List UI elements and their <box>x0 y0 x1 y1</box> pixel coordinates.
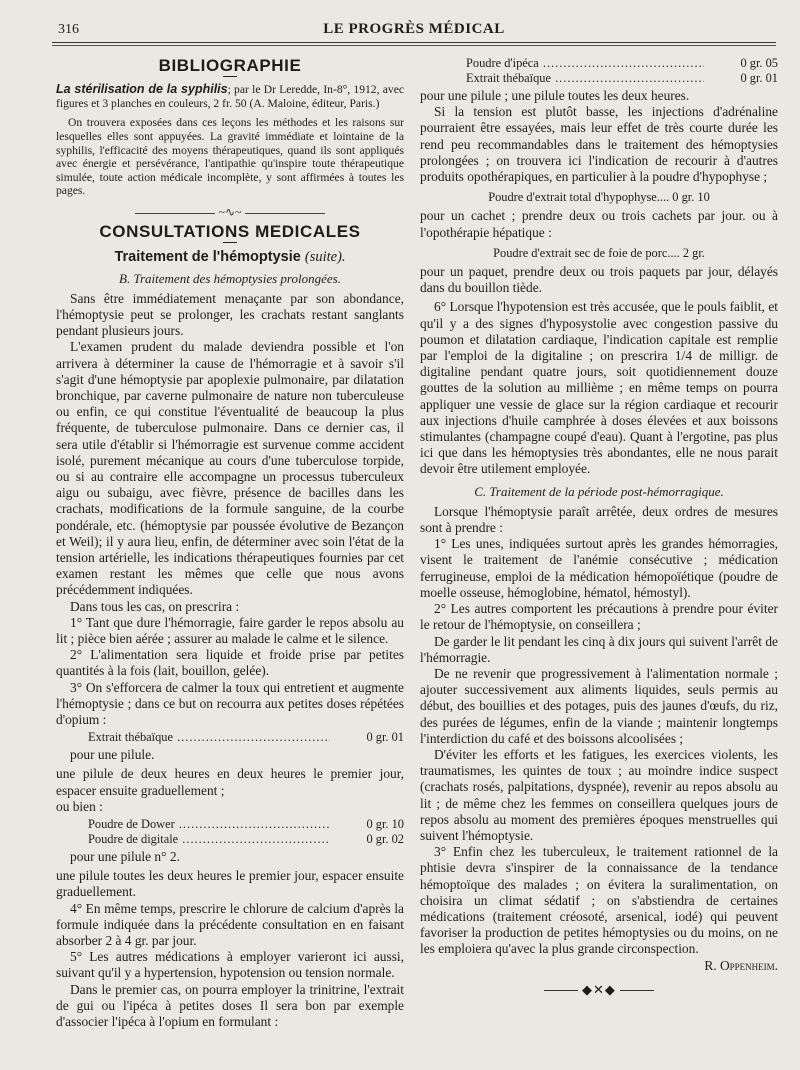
left-column <box>56 54 404 1030</box>
article-title: Traitement de l'hémoptysie (suite). <box>114 249 346 266</box>
prescription-line: Poudre de digitale ..... 0 gr. 02 <box>56 832 404 847</box>
paragraph: pour une pilule n° 2. <box>70 849 180 865</box>
paragraph: pour un cachet ; prendre deux ou trois cachets par jour. ou à l'opothérapie hépatique : <box>420 208 778 240</box>
paragraph: une pilule de deux heures en deux heures le premier jour, espacer ensuite graduellement ; <box>56 766 404 798</box>
paragraph: L'examen prudent du malade deviendra possible et l'on arrivera à déterminer la cause de l'hémorragie et à savoir s'il s'agit d'une hémoptysie par apoplexie pulmonaire, par dilatation bronchique, par caverne pulmonaire de nature non tuberculeuse ou enfin, ce qui constitue l'éventualité de beaucoup la plus fréquente, de tuberculose pulmonaire. Dans ce dernier cas, il sera utile d'établir si l'hémorragie est survenue comme accident isolé, purement mécanique au cours d'une tuberculose torpide, ou si au contraire elle accompagne un processus tuberculeux aigu ou subaigu, avec fièvre, présence de bacilles dans les crachats, modifications de la formule sanguine, de la courbe pondérale, etc. (hémoptysie par poussée évolutive de Bezançon et Weil); il y aura lieu, enfin, de déterminer avec soin l'état de la tension artérielle, les indications thérapeutiques fournies par cet examen restant les mêmes que celle que nous avons précédemment indiquées. <box>56 339 404 598</box>
running-head <box>52 20 776 43</box>
paragraph: 2° Les autres comportent les précautions à prendre pour éviter le retour de l'hémoptysie, on conseillera ; <box>420 601 778 633</box>
section-c-heading: C. Traitement de la période post-hémorragique. <box>474 483 724 499</box>
paragraph: Sans être immédiatement menaçante par son abondance, l'hémoptysie peut se prolonger, les crachats restant sanglants pendant plusieurs jours. <box>56 290 404 339</box>
prescription-5: Poudre d'extrait sec de foie de porc.... 2 gr. <box>493 245 705 260</box>
book-title: La stérilisation de la syphilis <box>56 82 228 97</box>
paragraph: 1° Les unes, indiquées surtout après les grandes hémorragies, visent le traitement de l'anémie consécutive ; médication ferrugineuse, emploi de la médication hémopoïétique (poudre de moelle osseuse, hémoglobine, hématol, hémostyl). <box>420 536 778 600</box>
prescription-line: Extrait thébaïque ..... 0 gr. 01 <box>420 71 778 86</box>
paragraph: ou bien : <box>56 798 103 814</box>
prescription-2 <box>56 817 404 847</box>
paragraph: pour une pilule. <box>70 747 155 763</box>
end-ornament: ◆✕◆ <box>420 982 778 998</box>
section-ornament: ~∿~ <box>56 204 404 220</box>
prescription-line: Extrait thébaïque ..... 0 gr. 01 <box>56 730 404 745</box>
heading-dash-2 <box>223 242 237 243</box>
consultations-heading: CONSULTATIONS MEDICALES <box>99 222 361 242</box>
author-signature: R. Oppenheim. <box>704 957 778 973</box>
prescription-line: Poudre de Dower ..... 0 gr. 10 <box>56 817 404 832</box>
paragraph: Dans tous les cas, on prescrira : <box>70 598 240 614</box>
prescription-1 <box>56 730 404 745</box>
header-rule <box>52 45 776 46</box>
bibliography-entry <box>56 83 404 198</box>
prescription-line: Poudre d'ipéca ..... 0 gr. 05 <box>420 56 778 71</box>
paragraph: De garder le lit pendant les cinq à dix jours qui suivent l'arrêt de l'hémorragie. <box>420 633 778 665</box>
page-number: 316 <box>58 22 79 37</box>
paragraph: De ne revenir que progressivement à l'alimentation normale ; ajouter successivement aux aliments liquides, seuls permis au début, des bouillies et des potages, puis des jaunes d'œufs, du riz, des purées de légumes, enfin de la viande ; maintenir longtemps l'interdiction du café et des boissons alcoolisées ; <box>420 665 778 746</box>
right-column <box>420 54 778 998</box>
paragraph: Lorsque l'hémoptysie paraît arrêtée, deux ordres de mesures sont à prendre : <box>420 503 778 536</box>
paragraph: 3° On s'efforcera de calmer la toux qui entretient et augmente l'hémoptysie ; dans ce but on recourra aux petites doses répétées d'opium : <box>56 679 404 728</box>
section-b-heading: B. Traitement des hémoptysies prolongées. <box>119 270 341 286</box>
journal-title: LE PROGRÈS MÉDICAL <box>323 21 505 37</box>
paragraph: 4° En même temps, prescrire le chlorure de calcium d'après la formule indiquée dans la précédente consultation en en faisant absorber 2 à 4 gr. par jour. <box>56 900 404 949</box>
paragraph: D'éviter les efforts et les fatigues, les exercices violents, les traumatismes, les quintes de toux ; au moindre indice suspect (crachats rosés, palpitations, dyspnée), revenir au repos absolu au lit ; de même chez les femmes on conseillera quelques jours de repos absolu au moment des premières époques menstruelles qui suivent l'hémoptysie. <box>420 746 778 843</box>
heading-dash <box>223 76 237 77</box>
paragraph: pour une pilule ; une pilule toutes les deux heures. <box>420 88 690 103</box>
paragraph: 2° L'alimentation sera liquide et froide prise par petites quantités à la fois (lait, bouillon, gelée). <box>56 647 404 679</box>
bibliography-heading: BIBLIOGRAPHIE <box>158 56 302 75</box>
prescription-4: Poudre d'extrait total d'hypophyse.... 0 gr. 10 <box>488 190 710 205</box>
prescription-3 <box>420 56 778 86</box>
paragraph: une pilule toutes les deux heures le premier jour, espacer ensuite graduellement. <box>56 868 404 900</box>
book-reference <box>56 83 404 110</box>
paragraph: Dans le premier cas, on pourra employer la trinitrine, l'extrait de gui ou l'ipéca à petites doses Il sera bon par exemple d'associer l'ipéca à l'opium en formulant : <box>56 981 404 1030</box>
book-review: On trouvera exposées dans ces leçons les méthodes et les raisons sur lesquelles elles sont appuyées. La gravité immédiate et lointaine de la syphilis, l'efficacité des moyens thérapeutiques, quand ils sont appliqués avec énergie et persévérance, l'antipathie qu'inspire toute thérapeutique simulée, toute action médicale incomplète, y sont affirmées à toutes les pages. <box>56 116 404 198</box>
paragraph: 1° Tant que dure l'hémorragie, faire garder le repos absolu au lit ; pièce bien aérée ; assurer au malade le calme et le silence. <box>56 614 404 647</box>
paragraph: 6° Lorsque l'hypotension est très accusée, que le pouls faiblit, et qu'il y a des signes d'hyposystolie avec congestion passive du poumon et dilatation cardiaque, l'indication capitale est remplie par l'emploi de la digitaline ; on prescrira 1/4 de milligr. de digitaline pendant quatre jours, soit quotidiennement douze gouttes de la solution au millième ; en même temps on pourra appliquer une vessie de glace sur la région cardiaque et recourir aux injections d'huile camphrée à doses élevées et aux boissons stimulantes (champagne coupé d'eau). Quant à l'ergotine, pas plus ici que dans les hémoptysies très abondantes, elle ne nous parait devoir être utilement employée. <box>420 299 778 477</box>
paragraph: pour un paquet, prendre deux ou trois paquets par jour, délayés dans du bouillon tiède. <box>420 264 778 296</box>
paragraph: Si la tension est plutôt basse, les injections d'adrénaline pourraient être essayées, mais leur effet de très courte durée les rend peu recommandables dans le traitement des hémoptysies prolongées ; on trouvera ici l'indication de recourir à d'autres produits opothérapiques, en particulier à la poudre d'hypophyse ; <box>420 104 778 185</box>
paragraph: 3° Enfin chez les tuberculeux, le traitement rationnel de la phtisie devra s'inspirer de la connaissance de la tendance hémoptoïque des malades ; on évitera la suralimentation, on choisira un climat sédatif ; on s'abstiendra de certaines médications (traitement créosoté, arsenical, iodé) qui peuvent favoriser la production de petites hémoptysies ou du moins, on ne les emploiera qu'avec la plus grande circonspection. <box>420 844 778 957</box>
book-details: ; par le Dr Leredde, In-8°, 1912, avec figures et 3 planches en couleurs, 2 fr. 50 (A. Maloine, éditeur, Paris.) <box>56 83 404 110</box>
paragraph: 5° Les autres médications à employer varieront ici aussi, suivant qu'il y a hypertension, hypotension ou tension normale. <box>56 949 404 981</box>
